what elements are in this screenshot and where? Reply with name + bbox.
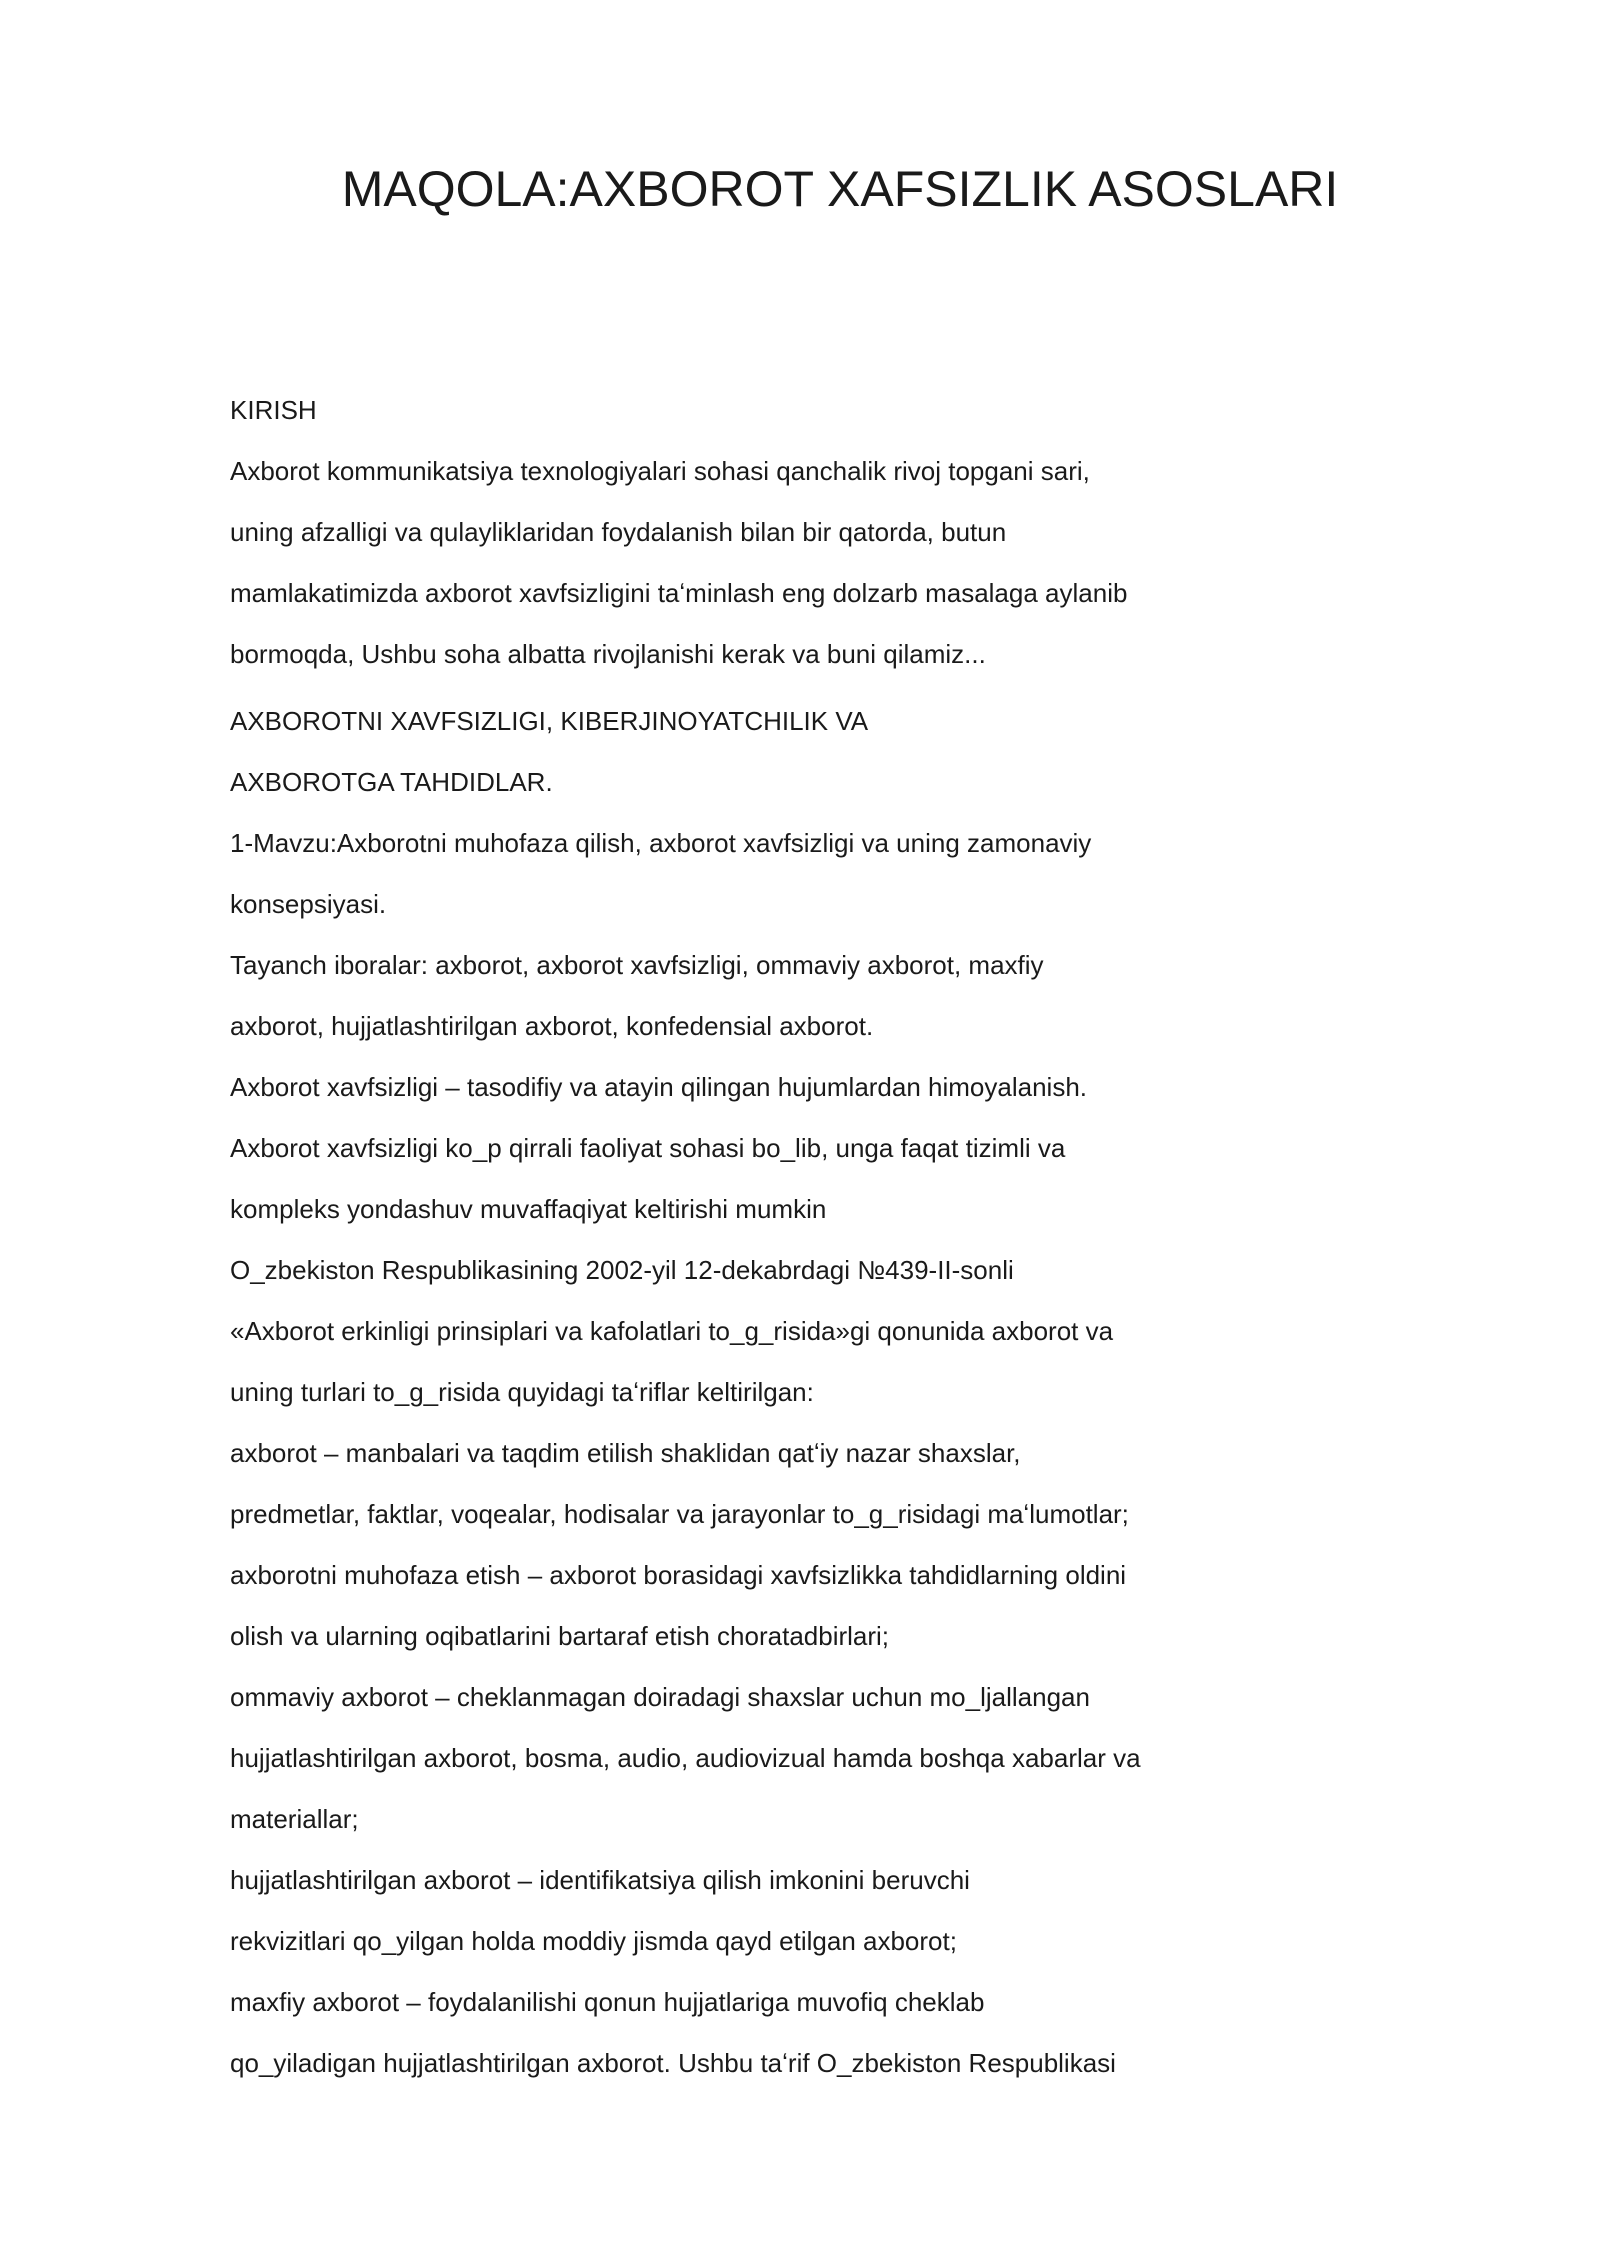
document-title: MAQOLA:AXBOROT XAFSIZLIK ASOSLARI bbox=[341, 161, 1339, 217]
paragraph-line: olish va ularning oqibatlarini bartaraf etish choratadbirlari; bbox=[230, 1621, 890, 1651]
paragraph-line: predmetlar, faktlar, voqealar, hodisalar va jarayonlar to_g_risidagi maʻlumotlar; bbox=[230, 1499, 1129, 1529]
document-body bbox=[230, 380, 1230, 2094]
paragraph-line: axborotni muhofaza etish – axborot borasidagi xavfsizlikka tahdidlarning oldini bbox=[230, 1560, 1127, 1590]
paragraph-line: maxfiy axborot – foydalanilishi qonun hujjatlariga muvofiq cheklab bbox=[230, 1987, 985, 2017]
paragraph-line: Axborot kommunikatsiya texnologiyalari sohasi qanchalik rivoj topgani sari, bbox=[230, 456, 1090, 486]
section-heading-line: AXBOROTGA TAHDIDLAR. bbox=[230, 767, 553, 797]
paragraph-line: mamlakatimizda axborot xavfsizligini taʻminlash eng dolzarb masalaga aylanib bbox=[230, 578, 1128, 608]
paragraph-line: uning turlari to_g_risida quyidagi taʻriflar keltirilgan: bbox=[230, 1377, 814, 1407]
paragraph-line: materiallar; bbox=[230, 1804, 359, 1834]
paragraph-line: Tayanch iboralar: axborot, axborot xavfsizligi, ommaviy axborot, maxfiy bbox=[230, 950, 1044, 980]
paragraph-line: qo_yiladigan hujjatlashtirilgan axborot. Ushbu taʻrif O_zbekiston Respublikasi bbox=[230, 2048, 1116, 2078]
paragraph-line: bormoqda, Ushbu soha albatta rivojlanishi kerak va buni qilamiz... bbox=[230, 639, 986, 669]
paragraph-line: O_zbekiston Respublikasining 2002-yil 12-dekabrdagi №439-II-sonli bbox=[230, 1255, 1014, 1285]
paragraph-line: hujjatlashtirilgan axborot – identifikatsiya qilish imkonini beruvchi bbox=[230, 1865, 970, 1895]
paragraph-line: rekvizitlari qo_yilgan holda moddiy jismda qayd etilgan axborot; bbox=[230, 1926, 957, 1956]
section-heading-line: AXBOROTNI XAVFSIZLIGI, KIBERJINOYATCHILIK VA bbox=[230, 706, 869, 736]
paragraph-line: «Axborot erkinligi prinsiplari va kafolatlari to_g_risida»gi qonunida axborot va bbox=[230, 1316, 1114, 1346]
paragraph-line: kompleks yondashuv muvaffaqiyat keltirishi mumkin bbox=[230, 1194, 827, 1224]
paragraph-line: 1-Mavzu:Axborotni muhofaza qilish, axborot xavfsizligi va uning zamonaviy bbox=[230, 828, 1092, 858]
paragraph-line: Axborot xavfsizligi – tasodifiy va atayin qilingan hujumlardan himoyalanish. bbox=[230, 1072, 1088, 1102]
paragraph-line: axborot – manbalari va taqdim etilish shaklidan qatʻiy nazar shaxslar, bbox=[230, 1438, 1021, 1468]
paragraph-line: ommaviy axborot – cheklanmagan doiradagi shaxslar uchun mo_ljallangan bbox=[230, 1682, 1090, 1712]
paragraph-line: Axborot xavfsizligi ko_p qirrali faoliyat sohasi bo_lib, unga faqat tizimli va bbox=[230, 1133, 1066, 1163]
paragraph-line: axborot, hujjatlashtirilgan axborot, konfedensial axborot. bbox=[230, 1011, 874, 1041]
paragraph-line: konsepsiyasi. bbox=[230, 889, 387, 919]
section-heading-kirish: KIRISH bbox=[230, 395, 317, 425]
paragraph-line: hujjatlashtirilgan axborot, bosma, audio, audiovizual hamda boshqa xabarlar va bbox=[230, 1743, 1141, 1773]
paragraph-line: uning afzalligi va qulayliklaridan foydalanish bilan bir qatorda, butun bbox=[230, 517, 1007, 547]
